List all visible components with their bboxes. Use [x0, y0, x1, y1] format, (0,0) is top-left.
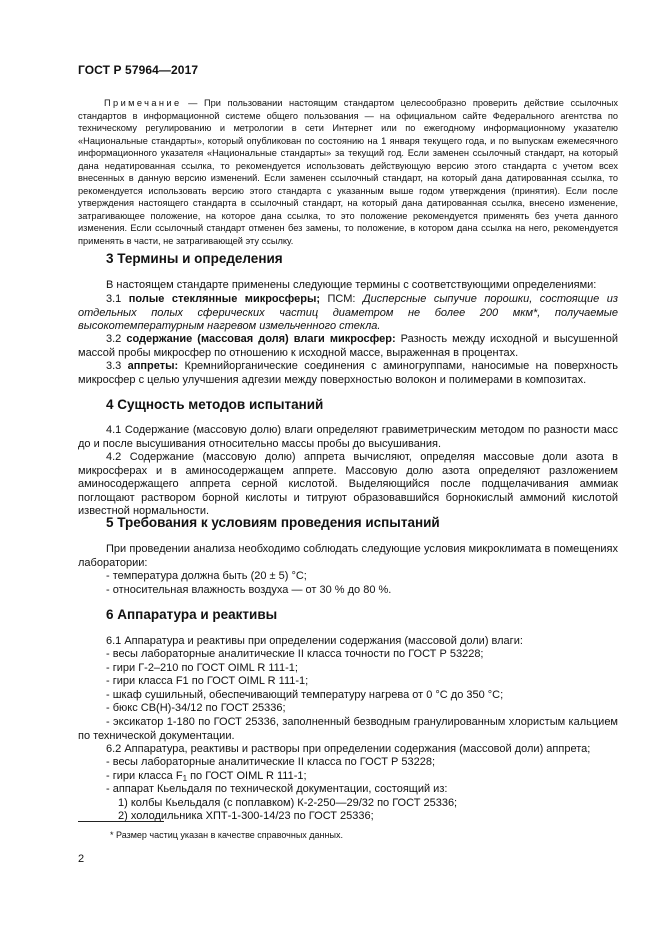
term-3-2 [78, 333, 618, 360]
section-5-title: 5 Требования к условиям проведения испытаний [106, 515, 440, 530]
section-5-intro: При проведении анализа необходимо соблюдать следующие условия микроклимата в помещениях лаборатории: [78, 543, 618, 569]
kjeldahl-part-2: 2) холодильника ХПТ-1-300-14/23 по ГОСТ 25336; [118, 810, 374, 822]
footnote-separator [78, 821, 164, 822]
term-3-1 [78, 293, 618, 334]
section-4-title: 4 Сущность методов испытаний [106, 397, 324, 412]
section-4-1: 4.1 Содержание (массовую долю) влаги определяют гравиметрическим методом по разности масс до и после высушивания относительно массы пробы до высушивания. [78, 424, 618, 450]
equipment-item-1: - весы лабораторные аналитические II класса точности по ГОСТ Р 53228; [106, 648, 484, 660]
equipment-item-3: - гири класса F1 по ГОСТ OIML R 111-1; [106, 675, 309, 687]
section-6-2: 6.2 Аппаратура, реактивы и растворы при определении содержания (массовой доли) аппрета; [106, 743, 591, 755]
term-3-3-name: аппреты: [127, 360, 179, 372]
reagent-item-2-b: по ГОСТ OIML R 111-1; [187, 770, 307, 782]
section-4-2: 4.2 Содержание (массовую долю) аппрета вычисляют, определяя массовые доли азота в микросферах и в аминосодержащем аппрете. Массовую долю азота определяют разложением аминосодержащего аппрета серной кислотой. Выделяющийся после подщелачивания аммиак поглощают раствором борной кислоты и титруют образовавшийся борнокислый аммоний кислотой известной нормальности. [78, 451, 618, 517]
term-3-1-name: полые стеклянные микросферы; [128, 293, 320, 305]
section-3-title: 3 Термины и определения [106, 251, 283, 266]
term-3-1-definition: Дисперсные сыпучие порошки, состоящие из отдельных полых сферических частиц диаметром не более 200 мкм*, получаемые высокотемпературным нагревом измельченного стекла. [78, 293, 618, 332]
document-code-header: ГОСТ Р 57964—2017 [78, 63, 199, 77]
term-3-1-abbr: ПСМ: [320, 293, 356, 305]
equipment-item-2: - гири Г-2–210 по ГОСТ OIML R 111-1; [106, 662, 298, 674]
kjeldahl-part-1: 1) колбы Кьельдаля (с поплавком) К-2-250—29/32 по ГОСТ 25336; [118, 797, 458, 809]
reagent-item-2-a: - гири класса F [106, 770, 183, 782]
condition-temperature: - температура должна быть (20 ± 5) °С; [106, 570, 307, 582]
note-lead: Примечание [104, 98, 182, 108]
equipment-item-5: - бюкс СВ(Н)-34/12 по ГОСТ 25336; [106, 702, 286, 714]
term-3-2-num: 3.2 [106, 333, 127, 345]
section-3-intro: В настоящем стандарте применены следующие термины с соответствующими определениями: [106, 279, 597, 291]
reference-note [78, 97, 618, 247]
equipment-item-4: - шкаф сушильный, обеспечивающий температуру нагрева от 0 °С до 350 °С; [106, 689, 504, 701]
page-number: 2 [78, 853, 85, 865]
reagent-item-2-subscript: 1 [182, 774, 188, 783]
reagent-item-1: - весы лабораторные аналитические II класса по ГОСТ Р 53228; [106, 756, 436, 768]
term-3-3-definition: Кремнийорганические соединения с аминогруппами, наносимые на поверхность микросфер с целью улучшения адгезии между поверхностью волокон и полимерами в композитах. [78, 360, 618, 386]
term-3-1-num: 3.1 [106, 293, 129, 305]
section-6-1: 6.1 Аппаратура и реактивы при определении содержания (массовой доли) влаги: [106, 635, 523, 647]
term-3-2-definition: Разность между исходной и высушенной массой пробы микросфер по отношению к исходной массе, выраженная в процентах. [78, 333, 618, 359]
term-3-3-num: 3.3 [106, 360, 128, 372]
note-text: — При пользовании настоящим стандартом целесообразно проверить действие ссылочных стандартов в информационной системе общего пользования — на официальном сайте Федерального агентства по техническому регулированию и метрологии в сети Интернет или по ежегодному информационному указателю «Национальные стандарты», который опубликован по состоянию на 1 января текущего года, и по выпускам ежемесячного информационного указателя «Национальные стандарты» за текущий год. Если заменен ссылочный стандарт, на который дана недатированная ссылка, то рекомендуется использовать действующую версию этого стандарта с учетом всех внесенных в данную версию изменений. Если заменен ссылочный стандарт, на который дана датированная ссылка, то рекомендуется использовать версию этого стандарта с указанным выше годом утверждения (принятия). Если после утверждения настоящего стандарта в ссылочный стандарт, на который дана датированная ссылка, внесено изменение, затрагивающее положение, на которое дана ссылка, то это положение рекомендуется применять без учета данного изменения. Если ссылочный стандарт отменен без замены, то положение, в котором дана ссылка на него, рекомендуется применять в части, не затрагивающей эту ссылку. [78, 98, 618, 246]
reagent-item-3: - аппарат Кьельдаля по технической документации, состоящий из: [106, 783, 448, 795]
term-3-3 [78, 360, 618, 387]
footnote: * Размер частиц указан в качестве справочных данных. [110, 830, 343, 840]
equipment-item-6: - эксикатор 1-180 по ГОСТ 25336, заполненный безводным гранулированным хлористым кальцием по технической документации. [78, 716, 618, 742]
condition-humidity: - относительная влажность воздуха — от 30 % до 80 %. [106, 584, 392, 596]
term-3-2-name: содержание (массовая доля) влаги микросфер: [126, 333, 396, 345]
section-6-title: 6 Аппаратура и реактивы [106, 607, 278, 622]
